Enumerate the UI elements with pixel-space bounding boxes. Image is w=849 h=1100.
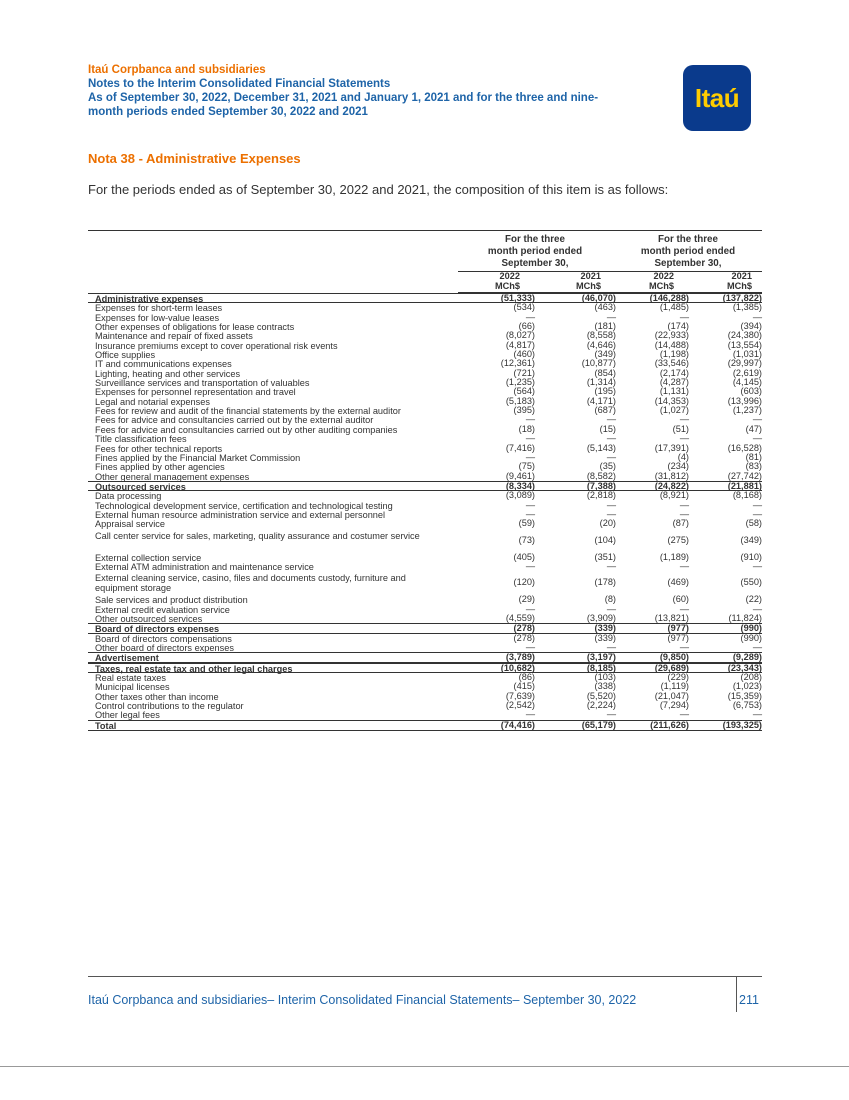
row-label: Advertisement: [95, 653, 159, 664]
row-label: Other outsourced services: [95, 613, 203, 624]
row-value: (1,385): [732, 302, 762, 313]
row-value: —: [606, 499, 616, 510]
table-body: [88, 293, 762, 731]
table-row: [88, 406, 762, 415]
administrative-expenses-table: [88, 230, 762, 731]
row-value: (51): [672, 423, 689, 434]
row-value: (51,333): [500, 293, 535, 303]
row-value: (460): [513, 349, 535, 360]
row-label: External ATM administration and maintenance service: [95, 561, 314, 572]
row-value: (81): [745, 451, 762, 462]
row-value: (73): [518, 534, 535, 545]
row-value: (8,558): [586, 330, 616, 341]
row-value: —: [525, 499, 535, 510]
row-value: (1,027): [659, 405, 689, 416]
row-value: (35): [599, 461, 616, 472]
row-label: Fees for advice and consultancies carried out by the external auditor: [95, 415, 374, 426]
row-value: (8,185): [586, 662, 616, 673]
row-value: (208): [740, 672, 762, 683]
row-value: —: [525, 603, 535, 614]
row-label: Call center service for sales, marketing, quality assurance and costumer service: [95, 530, 420, 541]
row-value: (24,822): [654, 480, 689, 491]
row-value: (9,461): [505, 470, 535, 481]
row-value: —: [525, 709, 535, 720]
row-value: (3,789): [505, 652, 535, 663]
table-row: [88, 491, 762, 500]
row-value: (66): [518, 321, 535, 332]
table-row: [88, 303, 762, 312]
row-value: (86): [518, 672, 535, 683]
row-value: (8,334): [505, 480, 535, 491]
row-value: (3,089): [505, 490, 535, 501]
row-value: (8,027): [505, 330, 535, 341]
row-value: (1,235): [505, 377, 535, 388]
row-value: (33,546): [654, 358, 689, 369]
row-value: (178): [594, 577, 616, 588]
row-value: (20): [599, 518, 616, 529]
row-value: —: [679, 560, 689, 571]
row-value: (4,817): [505, 339, 535, 350]
row-value: (146,288): [649, 293, 689, 303]
row-value: (12,361): [500, 358, 535, 369]
row-value: (21,881): [727, 480, 762, 491]
row-value: (3,197): [586, 652, 616, 663]
row-label: Fines applied by other agencies: [95, 462, 225, 473]
column-group-1: [458, 234, 612, 270]
row-value: (17,391): [654, 442, 689, 453]
row-label: Municipal licenses: [95, 682, 170, 693]
table-row: [88, 444, 762, 453]
row-value: (21,047): [654, 690, 689, 701]
row-value: (275): [667, 534, 689, 545]
row-value: (349): [740, 534, 762, 545]
year-header: 2022: [653, 271, 674, 281]
row-value: (4,646): [586, 339, 616, 350]
year-header: 2021: [731, 271, 752, 281]
row-value: —: [679, 433, 689, 444]
table-row: [88, 510, 762, 519]
group-1-line-3: September 30,: [501, 258, 569, 269]
row-label: External collection service: [95, 552, 202, 563]
row-value: (1,485): [659, 302, 689, 313]
currency-header: MCh$: [575, 281, 601, 291]
row-value: (977): [667, 632, 689, 643]
row-value: (1,119): [660, 681, 689, 692]
row-label: Total: [95, 720, 117, 731]
row-value: (990): [740, 623, 762, 634]
row-label: Legal and notarial expenses: [95, 396, 210, 407]
row-value: (5,520): [586, 690, 616, 701]
company-name: Itaú Corpbanca and subsidiaries: [88, 64, 266, 76]
row-value: —: [525, 414, 535, 425]
row-label: Outsourced services: [95, 481, 186, 492]
row-value: (339): [594, 632, 616, 643]
row-value: —: [525, 311, 535, 322]
row-label: Fees for review and audit of the financial statements by the external auditor: [95, 406, 401, 417]
year-header: 2021: [580, 271, 601, 281]
row-value: (7,416): [505, 442, 535, 453]
row-value: (60): [672, 594, 689, 605]
row-value: (7,294): [659, 700, 689, 711]
group-1-line-2: month period ended: [487, 246, 583, 257]
row-value: (910): [740, 551, 762, 562]
row-value: (721): [513, 367, 535, 378]
section-title: Nota 38 - Administrative Expenses: [88, 151, 301, 166]
table-row: [88, 571, 762, 595]
row-value: —: [752, 603, 762, 614]
row-value: (16,528): [727, 442, 762, 453]
row-value: (23,343): [727, 662, 762, 673]
currency-header: MCh$: [648, 281, 674, 291]
row-label: Surveillance services and transportation of valuables: [95, 378, 310, 389]
row-value: (29,997): [727, 358, 762, 369]
row-value: —: [525, 508, 535, 519]
subtotal-row: [88, 652, 762, 662]
row-value: (18): [518, 423, 535, 434]
row-value: (29,689): [654, 662, 689, 673]
row-value: —: [752, 508, 762, 519]
row-value: (10,877): [581, 358, 616, 369]
row-value: (5,143): [586, 442, 616, 453]
row-value: (58): [745, 518, 762, 529]
row-value: (74,416): [500, 719, 535, 730]
row-value: —: [525, 433, 535, 444]
row-value: (1,237): [732, 405, 762, 416]
row-label: Taxes, real estate tax and other legal charges: [95, 663, 293, 674]
row-value: —: [679, 414, 689, 425]
table-row: [88, 701, 762, 710]
row-label: Other expenses of obligations for lease contracts: [95, 322, 295, 333]
row-value: (22): [745, 594, 762, 605]
row-value: (14,488): [654, 339, 689, 350]
row-value: —: [679, 508, 689, 519]
table-row: [88, 501, 762, 510]
currency-header: MCh$: [726, 281, 752, 291]
row-value: (13,996): [727, 395, 762, 406]
row-value: (211,626): [650, 719, 689, 730]
row-value: (15,359): [727, 690, 762, 701]
row-label: Other legal fees: [95, 710, 160, 721]
row-value: (8,168): [732, 490, 762, 501]
row-value: (4,559): [505, 612, 535, 623]
row-value: (1,314): [586, 377, 616, 388]
header-line-3: month periods ended September 30, 2022 and 2021: [88, 106, 368, 118]
row-value: (339): [594, 623, 616, 634]
row-label: Board of directors compensations: [95, 633, 232, 644]
currency-header-row: [458, 282, 762, 293]
document-header: [88, 63, 668, 119]
row-label: Appraisal service: [95, 519, 165, 530]
row-value: —: [752, 499, 762, 510]
row-value: (15): [599, 423, 616, 434]
row-value: (9,850): [659, 652, 689, 663]
row-value: (47): [745, 423, 762, 434]
itau-logo: [683, 65, 751, 131]
row-value: (13,554): [727, 339, 762, 350]
table-row: [88, 453, 762, 462]
row-value: —: [606, 709, 616, 720]
row-value: (120): [513, 577, 535, 588]
row-value: (564): [513, 386, 535, 397]
currency-header: MCh$: [494, 281, 520, 291]
row-value: (8): [604, 594, 616, 605]
row-label: Expenses for low-value leases: [95, 312, 220, 323]
row-value: —: [679, 642, 689, 652]
row-value: (103): [594, 672, 616, 683]
row-value: (1,189): [659, 551, 689, 562]
row-label: IT and communications expenses: [95, 359, 232, 370]
row-value: (8,921): [659, 490, 689, 501]
row-value: (405): [513, 551, 535, 562]
row-value: (1,031): [732, 349, 762, 360]
row-value: —: [525, 642, 535, 652]
footer-divider: [736, 976, 737, 1012]
row-value: (10,682): [500, 662, 535, 673]
row-value: (4): [677, 451, 689, 462]
page-number: 211: [739, 993, 759, 1007]
group-2-line-2: month period ended: [640, 246, 736, 257]
row-label: Other board of directors expenses: [95, 643, 234, 653]
row-value: (550): [740, 577, 762, 588]
row-value: (7,639): [505, 690, 535, 701]
row-value: (193,325): [722, 719, 762, 730]
footer-text: Itaú Corpbanca and subsidiaries– Interim Consolidated Financial Statements– September 30, 2022: [88, 993, 637, 1007]
row-value: (854): [594, 367, 616, 378]
row-value: (349): [594, 349, 616, 360]
row-value: (687): [594, 405, 616, 416]
row-value: (990): [740, 632, 762, 643]
row-value: (75): [518, 461, 535, 472]
table-group-header: [88, 231, 762, 271]
row-value: (2,174): [659, 367, 689, 378]
row-value: (4,145): [732, 377, 762, 388]
row-value: (8,582): [586, 470, 616, 481]
row-value: (338): [594, 681, 616, 692]
row-value: (234): [667, 461, 689, 472]
row-value: (278): [513, 632, 535, 643]
group-1-line-1: For the three: [505, 234, 565, 245]
row-value: (2,619): [732, 367, 762, 378]
row-value: (1,131): [659, 386, 689, 397]
row-value: —: [606, 642, 616, 652]
row-value: —: [679, 499, 689, 510]
row-label: Fees for advice and consultancies carried out by other auditing companies: [95, 424, 398, 435]
row-value: —: [679, 311, 689, 322]
page-bottom-rule: [0, 1066, 849, 1067]
row-label: External credit evaluation service: [95, 604, 230, 615]
row-value: (13,821): [654, 612, 689, 623]
row-value: (469): [667, 577, 689, 588]
row-label: Title classification fees: [95, 434, 187, 445]
row-value: (14,353): [654, 395, 689, 406]
row-label: Maintenance and repair of fixed assets: [95, 331, 253, 342]
footer-rule: [88, 976, 762, 977]
row-value: (4,287): [659, 377, 689, 388]
row-label: Sale services and product distribution: [95, 595, 248, 606]
row-value: (6,753): [732, 700, 762, 711]
row-label: Expenses for short-term leases: [95, 303, 223, 314]
row-value: —: [606, 603, 616, 614]
row-value: (603): [740, 386, 762, 397]
row-value: —: [752, 560, 762, 571]
row-value: (174): [667, 321, 689, 332]
row-value: (463): [594, 302, 616, 313]
total-row: [88, 720, 762, 731]
row-value: —: [606, 451, 616, 462]
row-label: Office supplies: [95, 350, 156, 361]
table-row: [88, 313, 762, 322]
row-value: (31,812): [654, 470, 689, 481]
row-label: Fines applied by the Financial Market Commission: [95, 452, 301, 463]
row-value: —: [752, 433, 762, 444]
row-value: (83): [745, 461, 762, 472]
row-value: (181): [594, 321, 616, 332]
table-row: [88, 643, 762, 652]
table-row: [88, 425, 762, 434]
row-value: (65,179): [581, 719, 616, 730]
table-row: [88, 415, 762, 424]
table-row: [88, 553, 762, 562]
row-label: External cleaning service, casino, files and documents custody, furniture and equipment storage: [95, 573, 406, 594]
table-row: [88, 710, 762, 719]
row-label: Real estate taxes: [95, 673, 166, 684]
row-value: (22,933): [654, 330, 689, 341]
row-value: (9,289): [732, 652, 762, 663]
table-row: [88, 595, 762, 604]
row-value: (2,224): [586, 700, 616, 711]
row-label: Fees for other technical reports: [95, 443, 223, 454]
row-value: (415): [513, 681, 535, 692]
row-value: (5,183): [505, 395, 535, 406]
row-label: Insurance premiums except to cover operational risk events: [95, 340, 338, 351]
row-value: —: [606, 560, 616, 571]
row-value: (27,742): [727, 470, 762, 481]
table-row: [88, 634, 762, 643]
row-value: —: [679, 603, 689, 614]
row-value: (977): [667, 623, 689, 634]
row-label: Expenses for personnel representation and travel: [95, 387, 296, 398]
row-value: —: [752, 414, 762, 425]
row-label: Other general management expenses: [95, 471, 250, 482]
row-label: External human resource administration service and external personnel: [95, 509, 386, 520]
row-value: (87): [672, 518, 689, 529]
column-group-2: [614, 234, 762, 270]
row-value: (137,822): [722, 293, 762, 303]
row-value: (394): [740, 321, 762, 332]
row-value: —: [606, 311, 616, 322]
table-row: [88, 472, 762, 481]
row-value: (104): [594, 534, 616, 545]
group-2-line-1: For the three: [658, 234, 718, 245]
year-header: 2022: [499, 271, 520, 281]
row-value: (29): [518, 594, 535, 605]
row-label: Control contributions to the regulator: [95, 701, 244, 712]
row-value: (278): [513, 623, 535, 634]
table-row: [88, 529, 762, 553]
row-value: (24,380): [727, 330, 762, 341]
row-value: —: [752, 642, 762, 652]
row-label: Administrative expenses: [95, 294, 204, 304]
row-value: (46,070): [581, 293, 616, 303]
row-value: (2,818): [586, 490, 616, 501]
row-value: —: [525, 560, 535, 571]
row-value: (7,388): [586, 480, 616, 491]
row-value: (3,909): [586, 612, 616, 623]
row-value: —: [752, 709, 762, 720]
table-row: [88, 614, 762, 623]
row-value: —: [606, 433, 616, 444]
header-line-1: Notes to the Interim Consolidated Financial Statements: [88, 78, 391, 90]
row-value: (11,824): [728, 612, 762, 623]
row-value: —: [752, 311, 762, 322]
row-value: (351): [594, 551, 616, 562]
subtotal-row: [88, 663, 762, 673]
row-value: (395): [513, 405, 535, 416]
row-value: (1,198): [659, 349, 689, 360]
group-2-line-3: September 30,: [654, 258, 722, 269]
row-label: Lighting, heating and other services: [95, 368, 241, 379]
intro-paragraph: For the periods ended as of September 30, 2022 and 2021, the composition of this item is as follows:: [88, 182, 669, 197]
row-value: (534): [513, 302, 535, 313]
table-row: [88, 519, 762, 528]
row-label: Technological development service, certification and technological testing: [95, 500, 393, 511]
header-line-2: As of September 30, 2022, December 31, 2021 and January 1, 2021 and for the three and nine-: [88, 92, 599, 104]
row-value: (4,171): [586, 395, 616, 406]
row-value: (59): [518, 518, 535, 529]
row-value: —: [679, 709, 689, 720]
logo-text: Itaú: [694, 82, 740, 113]
row-value: —: [606, 508, 616, 519]
row-value: —: [606, 414, 616, 425]
row-value: (2,542): [505, 700, 535, 711]
row-value: —: [525, 451, 535, 462]
row-label: Other taxes other than income: [95, 691, 219, 702]
row-value: (195): [594, 386, 616, 397]
row-label: Board of directors expenses: [95, 624, 220, 635]
table-row: [88, 562, 762, 571]
row-label: Data processing: [95, 491, 162, 502]
row-value: (1,023): [732, 681, 762, 692]
row-value: (229): [667, 672, 689, 683]
subtotal-row: [88, 623, 762, 633]
